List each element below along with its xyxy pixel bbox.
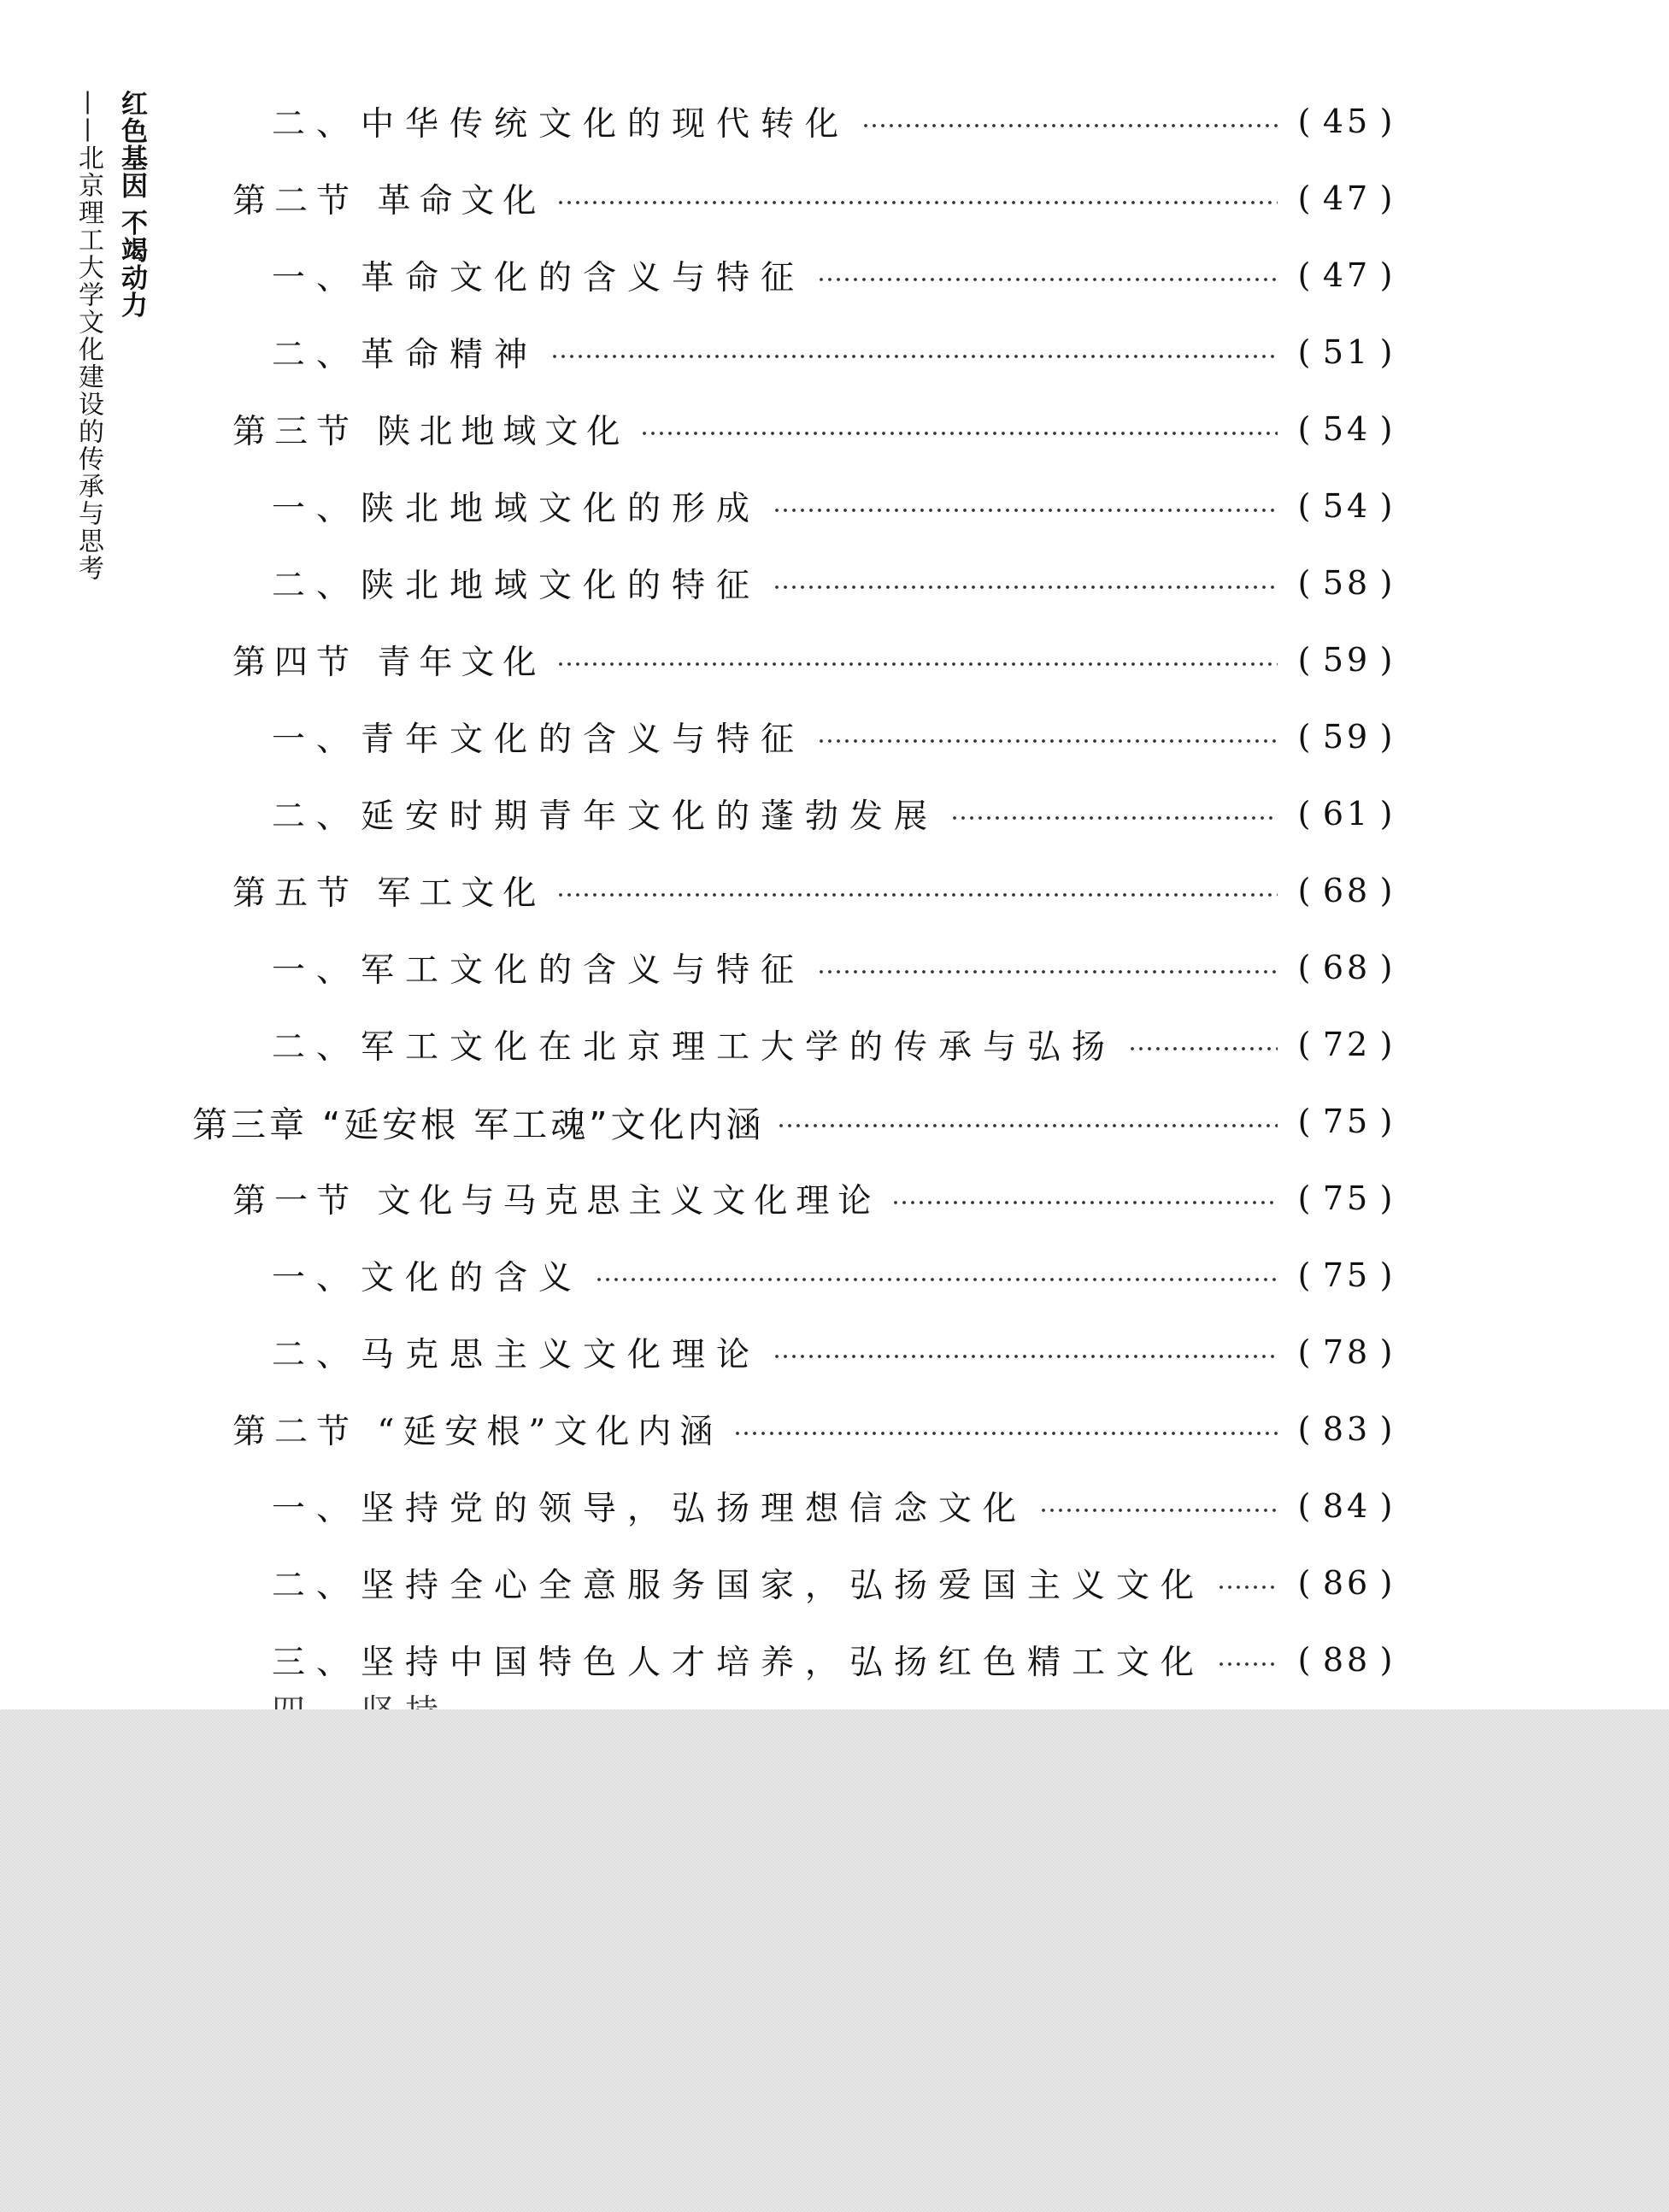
- toc-entry-title: 一、坚持党的领导，弘扬理想信念文化: [272, 1490, 1028, 1528]
- toc-page-number: ( 59 ): [1297, 718, 1396, 756]
- dot-leader: [595, 1277, 1278, 1282]
- dot-leader: [950, 815, 1278, 821]
- toc-row: [0, 85, 1669, 162]
- dot-leader: [640, 431, 1278, 436]
- toc-entry-title: 二、马克思主义文化理论: [272, 1336, 761, 1374]
- toc-row: [0, 547, 1669, 624]
- toc-row: [0, 1547, 1669, 1624]
- dot-leader: [1217, 1585, 1278, 1590]
- dot-leader: [1128, 1046, 1278, 1051]
- toc-row: [0, 624, 1669, 701]
- toc-entry-title: 二、军工文化在北京理工大学的传承与弘扬: [272, 1028, 1117, 1067]
- dot-leader: [891, 1200, 1278, 1205]
- dot-leader: [1039, 1508, 1278, 1513]
- toc-page-number: ( 75 ): [1297, 1256, 1396, 1294]
- toc-entry-title: 二、延安时期青年文化的蓬勃发展: [272, 797, 939, 836]
- toc-entry-title: 第二节 革命文化: [232, 182, 545, 221]
- toc-entry-title: 三、坚持中国特色人才培养，弘扬红色精工文化: [272, 1644, 1206, 1682]
- dot-leader: [817, 969, 1278, 974]
- toc-page-number: ( 78 ): [1297, 1333, 1396, 1371]
- toc-page-number: ( 45 ): [1297, 103, 1396, 140]
- dot-leader: [773, 585, 1278, 590]
- toc-page-number: ( 75 ): [1297, 1103, 1396, 1140]
- side-title: 红色基因 不竭动力: [116, 90, 147, 319]
- toc-row: [0, 1009, 1669, 1085]
- toc-entry-title: 二、中华传统文化的现代转化: [272, 105, 850, 144]
- toc-row: [0, 393, 1669, 470]
- toc-row: [0, 239, 1669, 316]
- dot-leader: [1217, 1662, 1278, 1667]
- toc-entry-title: 第一节 文化与马克思主义文化理论: [232, 1182, 880, 1221]
- toc-page-number: ( 47 ): [1297, 179, 1396, 217]
- toc-entry-title: 二、革命精神: [272, 336, 539, 374]
- dot-leader: [817, 738, 1278, 744]
- toc-row: [0, 1162, 1669, 1239]
- toc-entry-title: 一、革命文化的含义与特征: [272, 259, 806, 297]
- toc-row: [0, 316, 1669, 393]
- toc-row: [0, 855, 1669, 932]
- toc-page-number: ( 84 ): [1297, 1487, 1396, 1525]
- toc-row: [0, 1085, 1669, 1162]
- toc-row: [0, 932, 1669, 1009]
- toc-entry-title: 二、坚持全心全意服务国家，弘扬爱国主义文化: [272, 1567, 1206, 1605]
- toc-page-number: ( 75 ): [1297, 1180, 1396, 1217]
- toc-entry-title: 第二节 “延安根”文化内涵: [232, 1413, 722, 1451]
- dot-leader: [861, 123, 1278, 128]
- toc-page-number: ( 68 ): [1297, 872, 1396, 909]
- toc-entry-title: 一、青年文化的含义与特征: [272, 721, 806, 759]
- side-subtitle: ——北京理工大学文化建设的传承与思考: [73, 90, 103, 582]
- toc-row: [0, 1393, 1669, 1470]
- toc-row: [0, 162, 1669, 239]
- toc-row: [0, 701, 1669, 778]
- dot-leader: [733, 1431, 1278, 1436]
- toc-page-number: ( 59 ): [1297, 641, 1396, 679]
- toc-row: [0, 1624, 1669, 1701]
- blank-scan-area: [0, 1709, 1669, 2212]
- toc-page-number: ( 54 ): [1297, 487, 1396, 525]
- toc-entry-title: 第四节 青年文化: [232, 644, 545, 682]
- dot-leader: [556, 200, 1278, 205]
- toc-page-number: ( 72 ): [1297, 1026, 1396, 1063]
- dot-leader: [556, 662, 1278, 667]
- dot-leader: [550, 354, 1278, 359]
- toc-page-number: ( 83 ): [1297, 1410, 1396, 1448]
- dot-leader: [817, 277, 1278, 282]
- toc-page-number: ( 51 ): [1297, 333, 1396, 371]
- toc-page-number: ( 86 ): [1297, 1564, 1396, 1602]
- toc-page-number: ( 61 ): [1297, 795, 1396, 832]
- dot-leader: [556, 892, 1278, 897]
- toc-row: [0, 1470, 1669, 1547]
- toc-entry-title: 第五节 军工文化: [232, 874, 545, 913]
- toc-page-number: ( 88 ): [1297, 1641, 1396, 1679]
- toc-entry-title: 第三章 “延安根 军工魂”文化内涵: [192, 1103, 765, 1145]
- toc-entry-title: 一、陕北地域文化的形成: [272, 490, 761, 528]
- toc-page-number: ( 54 ): [1297, 410, 1396, 448]
- dot-leader: [773, 1354, 1278, 1359]
- dot-leader: [773, 508, 1278, 513]
- toc-row: [0, 1239, 1669, 1316]
- dot-leader: [777, 1123, 1278, 1128]
- toc-row: [0, 470, 1669, 547]
- table-of-contents: [0, 85, 1669, 1709]
- toc-page-number: ( 58 ): [1297, 564, 1396, 602]
- toc-entry-title: 第三节 陕北地域文化: [232, 413, 629, 451]
- toc-row: [0, 1316, 1669, 1393]
- toc-entry-title: 二、陕北地域文化的特征: [272, 567, 761, 605]
- toc-row: [0, 778, 1669, 855]
- toc-page-number: ( 47 ): [1297, 256, 1396, 294]
- toc-entry-title: 一、文化的含义: [272, 1259, 584, 1297]
- toc-entry-title: 一、军工文化的含义与特征: [272, 951, 806, 990]
- toc-page-number: ( 68 ): [1297, 949, 1396, 986]
